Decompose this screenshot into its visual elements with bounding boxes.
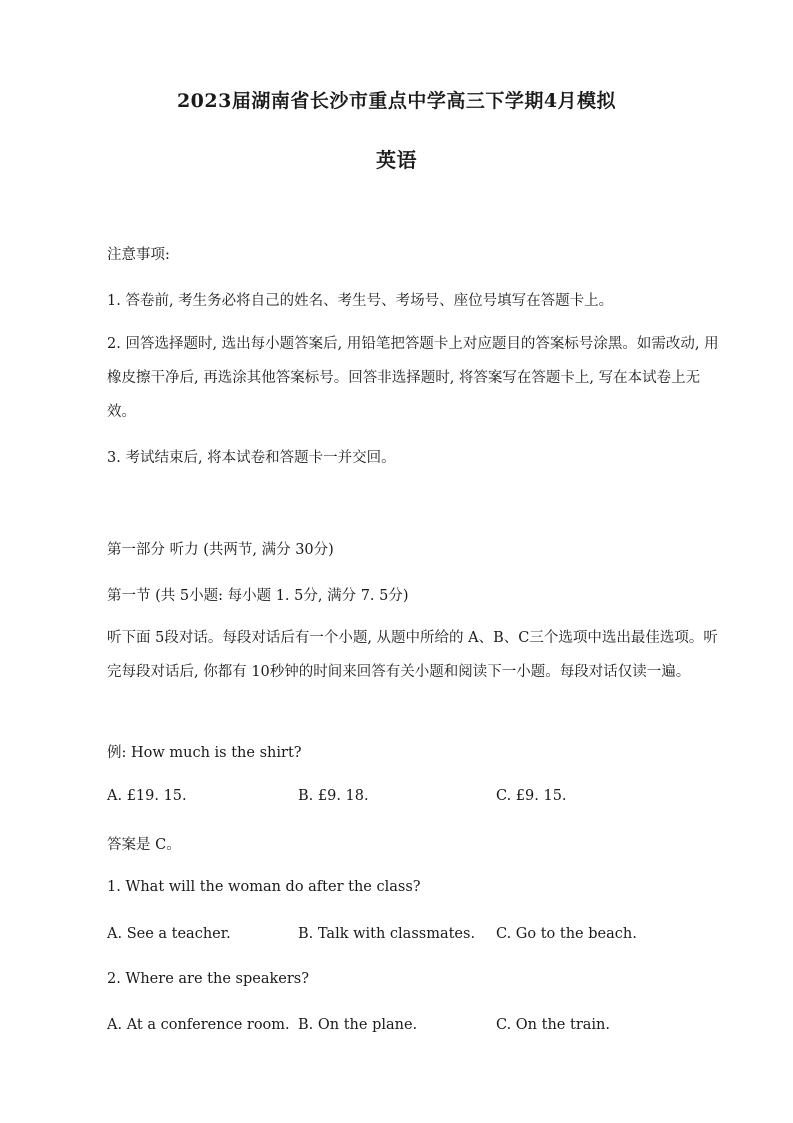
example-option-b: B. £9. 18. bbox=[298, 788, 369, 804]
example-option-c: C. £9. 15. bbox=[496, 788, 567, 804]
section1-heading: 第一节 (共 5小题: 每小题 1. 5分, 满分 7. 5分) bbox=[107, 588, 409, 604]
question-2: 2. Where are the speakers? bbox=[107, 971, 309, 987]
question-2-option-a: A. At a conference room. bbox=[107, 1017, 290, 1033]
question-2-option-c: C. On the train. bbox=[496, 1017, 610, 1033]
notice-item-2: 2. 回答选择题时, 选出每小题答案后, 用铅笔把答题卡上对应题目的答案标号涂黑。如需改动, 用橡皮擦干净后, 再选涂其他答案标号。回答非选择题时, 将答案写在答题卡上, 写在本试卷上无效。 bbox=[107, 336, 719, 420]
example-answer: 答案是 C。 bbox=[107, 837, 181, 853]
exam-title: 2023届湖南省长沙市重点中学高三下学期4月模拟 bbox=[176, 90, 617, 112]
listening-instructions: 听下面 5段对话。每段对话后有一个小题, 从题中所给的 A、B、C三个选项中选出最佳选项。听完每段对话后, 你都有 10秒钟的时间来回答有关小题和阅读下一小题。每段对话仅读一遍。 bbox=[107, 630, 718, 680]
part1-heading: 第一部分 听力 (共两节, 满分 30分) bbox=[107, 542, 334, 558]
notice-item-3: 3. 考试结束后, 将本试卷和答题卡一并交回。 bbox=[107, 450, 396, 466]
notice-heading: 注意事项: bbox=[107, 247, 170, 263]
question-1-option-c: C. Go to the beach. bbox=[496, 926, 637, 942]
subject-title: 英语 bbox=[376, 148, 417, 172]
example-question: 例: How much is the shirt? bbox=[107, 745, 302, 761]
question-1-option-a: A. See a teacher. bbox=[107, 926, 231, 942]
notice-item-1: 1. 答卷前, 考生务必将自己的姓名、考生号、考场号、座位号填写在答题卡上。 bbox=[107, 293, 614, 309]
example-option-a: A. £19. 15. bbox=[107, 788, 187, 804]
question-1-option-b: B. Talk with classmates. bbox=[298, 926, 476, 942]
question-1: 1. What will the woman do after the class? bbox=[107, 879, 421, 895]
question-2-option-b: B. On the plane. bbox=[298, 1017, 418, 1033]
